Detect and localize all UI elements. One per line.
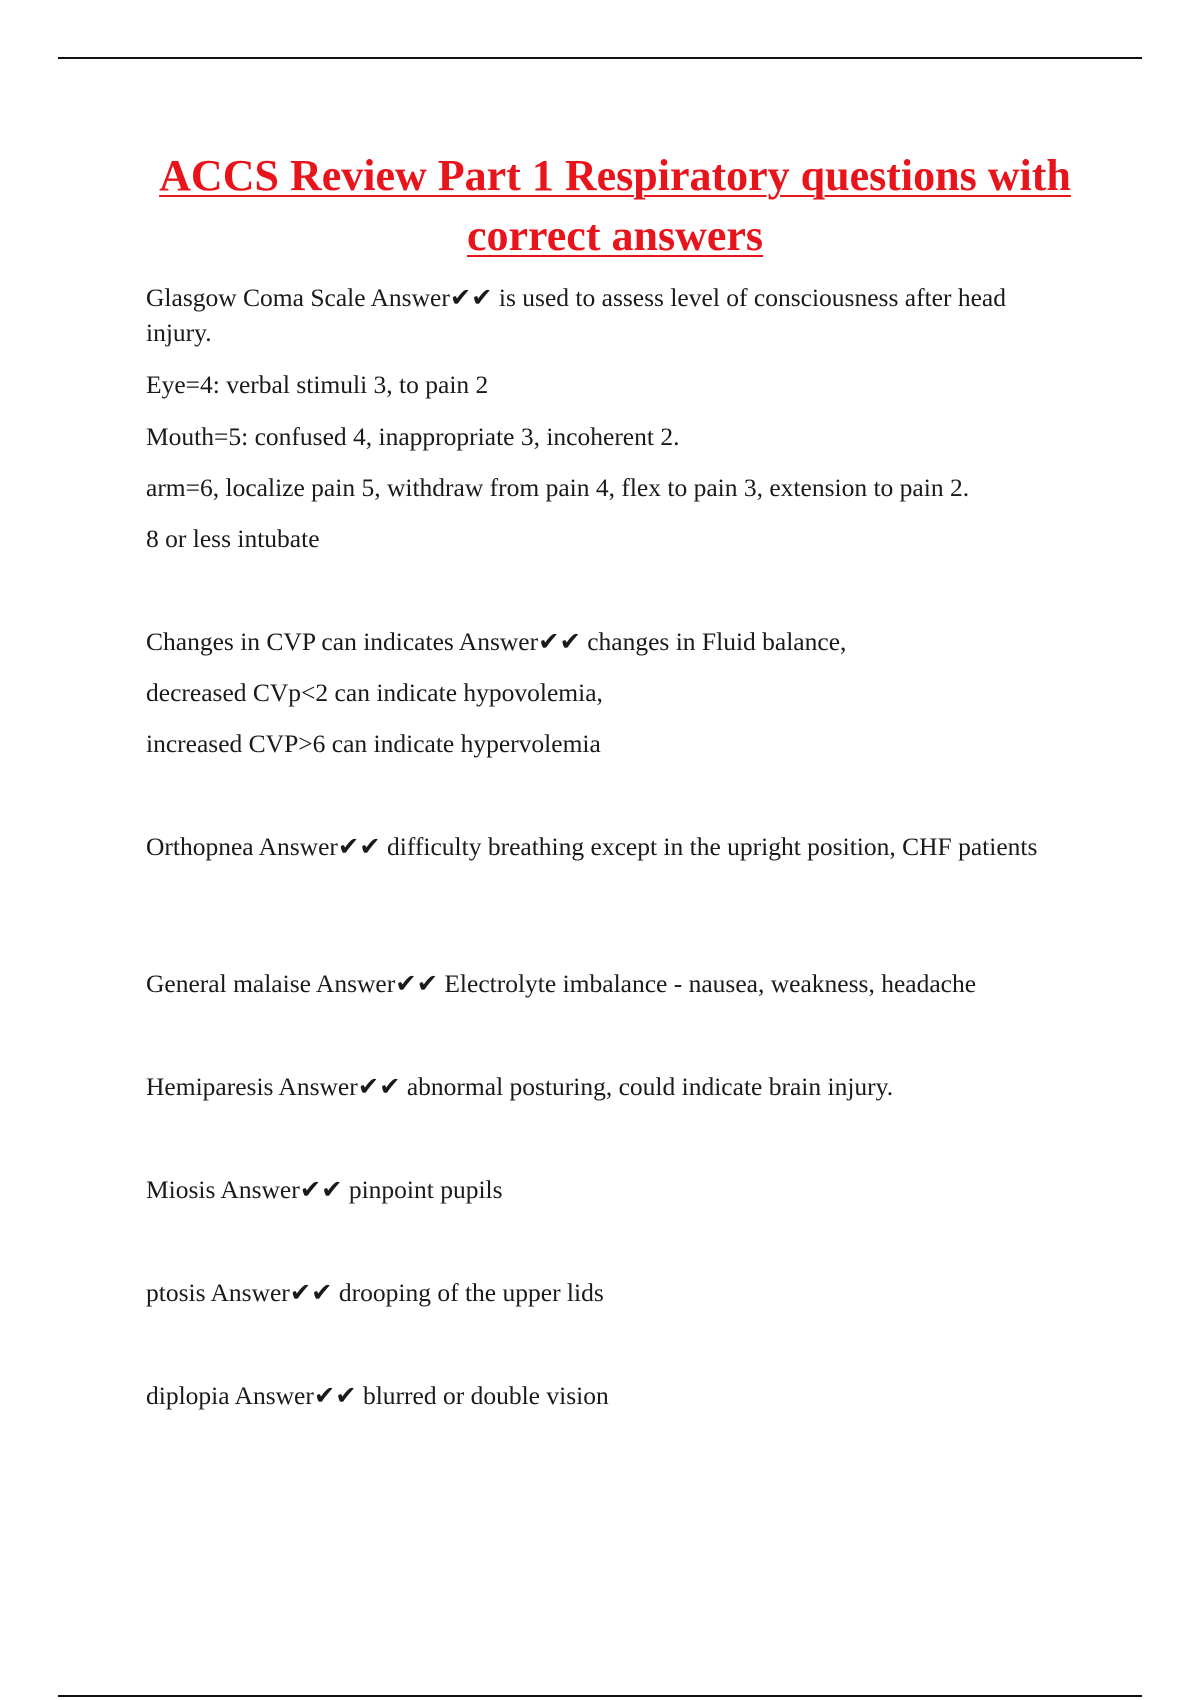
top-rule	[58, 57, 1142, 59]
entry-diplopia: diplopia Answer✔✔ blurred or double vision	[146, 1381, 609, 1410]
entry-general-malaise: General malaise Answer✔✔ Electrolyte imbalance - nausea, weakness, headache	[146, 969, 977, 998]
entry-miosis: Miosis Answer✔✔ pinpoint pupils	[146, 1175, 503, 1204]
entry-orthopnea: Orthopnea Answer✔✔ difficulty breathing except in the upright position, CHF patients	[146, 832, 1038, 861]
entry-arm-score: arm=6, localize pain 5, withdraw from pain 4, flex to pain 3, extension to pain 2.	[146, 473, 970, 502]
entry-cvp-changes: Changes in CVP can indicates Answer✔✔ changes in Fluid balance,	[146, 627, 847, 656]
entry-eye-score: Eye=4: verbal stimuli 3, to pain 2	[146, 370, 489, 399]
entry-ptosis: ptosis Answer✔✔ drooping of the upper lids	[146, 1278, 604, 1307]
entry-cvp-increased: increased CVP>6 can indicate hypervolemia	[146, 729, 601, 758]
entry-cvp-decreased: decreased CVp<2 can indicate hypovolemia,	[146, 678, 603, 707]
document-title: ACCS Review Part 1 Respiratory questions with correct answers	[159, 151, 1071, 260]
entry-intubate-threshold: 8 or less intubate	[146, 524, 320, 553]
entry-hemiparesis: Hemiparesis Answer✔✔ abnormal posturing, could indicate brain injury.	[146, 1072, 894, 1101]
bottom-rule	[58, 1695, 1142, 1697]
entry-mouth-score: Mouth=5: confused 4, inappropriate 3, incoherent 2.	[146, 422, 680, 451]
entry-glasgow-coma-scale: Glasgow Coma Scale Answer✔✔ is used to assess level of consciousness after head injury.	[146, 283, 1006, 347]
